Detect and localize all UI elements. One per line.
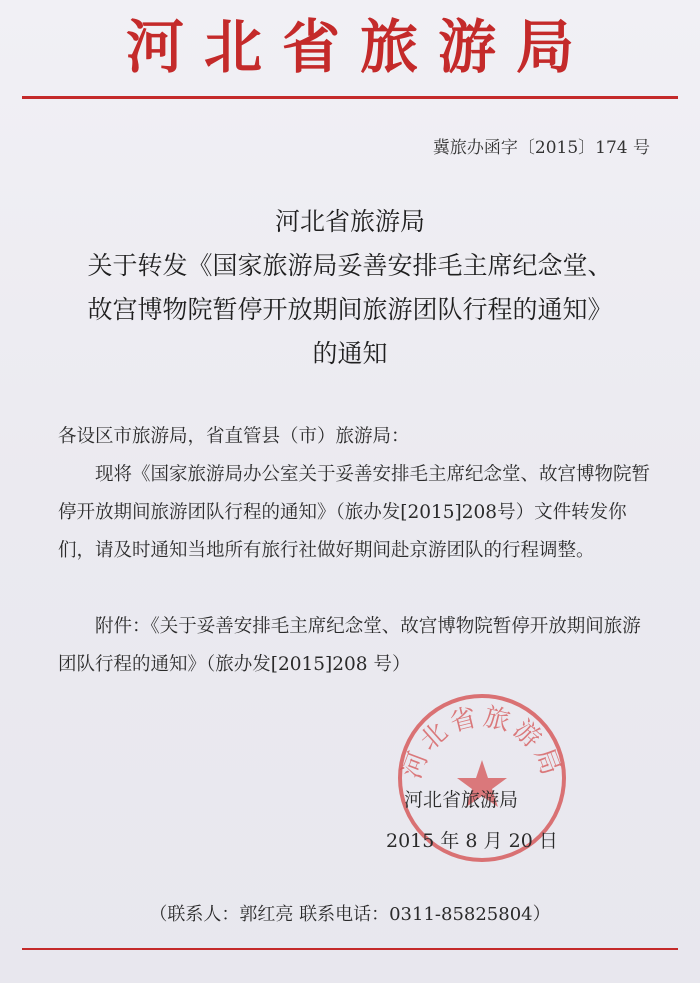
document-title — [30, 200, 670, 376]
body-paragraph: 现将《国家旅游局办公室关于妥善安排毛主席纪念堂、故宫博物院暂停开放期间旅游团队行程的通知》（旅办发[2015]208号）文件转发你们，请及时通知当地所有旅行社做好期间赴京游团队的行程调整。 — [58, 464, 651, 561]
document-body — [58, 418, 658, 684]
svg-text:河北省旅游局: 河北省旅游局 — [397, 701, 567, 783]
title-line-1: 河北省旅游局 — [274, 207, 425, 236]
attachment-note: 附件：《关于妥善安排毛主席纪念堂、故宫博物院暂停开放期间旅游团队行程的通知》（旅办发[2015]208 号） — [58, 616, 641, 675]
salutation: 各设区市旅游局，省直管县（市）旅游局： — [58, 426, 410, 447]
letterhead-title: 河北省旅游局 — [125, 13, 594, 81]
contact-info: （联系人：郭红亮 联系电话：0311-85825804） — [149, 904, 551, 925]
issue-date: 2015 年 8 月 20 日 — [386, 830, 558, 852]
footer-red-rule — [22, 948, 678, 950]
title-line-2: 关于转发《国家旅游局妥善安排毛主席纪念堂、 — [87, 251, 613, 280]
signer-name: 河北省旅游局 — [404, 789, 519, 811]
letterhead-red-rule — [22, 96, 678, 99]
title-line-3: 故宫博物院暂停开放期间旅游团队行程的通知》 — [87, 295, 613, 324]
title-line-4: 的通知 — [312, 339, 388, 368]
document-number: 冀旅办函字〔2015〕174 号 — [432, 138, 650, 158]
